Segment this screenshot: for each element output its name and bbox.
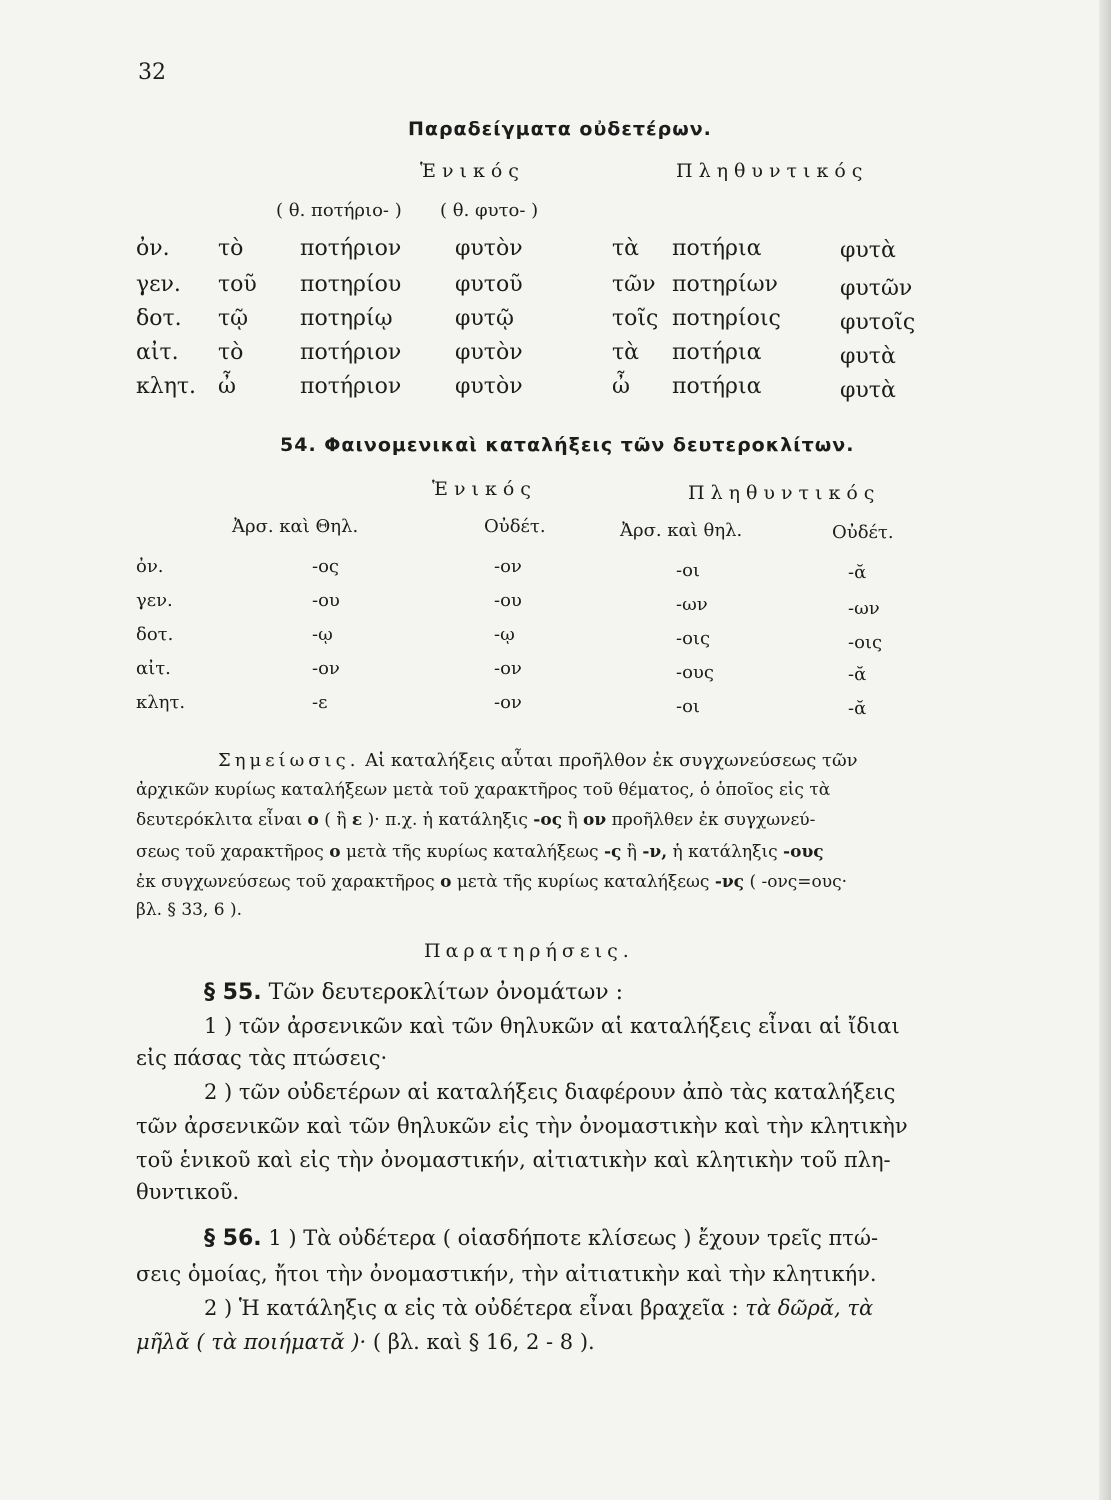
singular-header: Ἑνικός [420,160,525,182]
page-edge [1099,0,1111,1500]
note-text: ἐκ συγχωνεύσεως τοῦ χαρακτῆρος [136,872,435,892]
note-text: )· π.χ. ἡ κατάληξις [367,810,528,830]
note-symbol: -ν, [642,842,668,862]
case-label: γεν. [136,272,181,297]
word-sg-2: φυτὸν [455,236,523,261]
paragraph-text: εἰς πάσας τὰς πτώσεις· [136,1046,388,1070]
word-sg-1: ποτηρίῳ [300,306,393,331]
article-pl: τοῖς [612,306,659,331]
word-pl-1: ποτηρίοις [672,306,781,331]
ending-mf-sg: -ον [312,658,340,679]
case-label: ὀν. [136,556,164,577]
word-sg-1: ποτήριον [300,374,402,399]
note-text: ἢ [567,810,578,830]
ending-mf-sg: -ος [312,556,339,577]
example-text: μῆλᾰ ( τὰ ποιήματᾰ )· [136,1330,367,1354]
ending-mf-pl: -οι [676,696,700,717]
word-sg-2: φυτὸν [455,374,523,399]
col-header-n-pl: Οὐδέτ. [832,522,894,543]
case-label: ὀν. [136,236,170,261]
theme-label-1: ( θ. ποτήριο- ) [276,200,402,221]
ending-n-sg: -ον [494,692,522,713]
word-sg-1: ποτήριον [300,340,402,365]
note-text: μετὰ τῆς κυρίως καταλήξεως [345,842,599,862]
singular-header: Ἑνικός [432,478,537,500]
theme-label-2: ( θ. φυτο- ) [440,200,539,221]
article-sg: τὸ [218,236,244,261]
ending-mf-pl: -ων [676,594,708,615]
ending-n-pl: -ᾰ [848,664,867,685]
article-sg: ὦ [218,374,236,399]
word-sg-2: φυτοῦ [455,272,523,297]
ending-mf-pl: -ους [676,662,714,683]
note-symbol: -ος [533,810,563,830]
ending-n-sg: -ον [494,556,522,577]
note-symbol: ον [583,810,607,830]
paragraph-text: τοῦ ἑνικοῦ καὶ εἰς τὴν ὀνομαστικήν, αἰτιατικὴν καὶ κλητικὴν τοῦ πλη- [136,1148,891,1172]
paragraph-text: 2 ) τῶν οὐδετέρων αἱ καταλήξεις διαφέρουν ἀπὸ τὰς καταλήξεις [204,1080,896,1104]
ending-n-sg: -ον [494,658,522,679]
word-pl-2: φυτοῖς [840,310,916,335]
note-text: δευτερόκλιτα εἶναι [136,810,303,830]
article-sg: τῷ [218,306,249,331]
word-sg-2: φυτῷ [455,306,514,331]
word-pl-1: ποτήρια [672,236,762,261]
word-sg-2: φυτὸν [455,340,523,365]
plural-header: Πληθυντικός [676,160,869,182]
ending-mf-sg: -ῳ [312,624,333,645]
note-symbol: -ους [783,842,824,862]
note-text: ἢ [626,842,637,862]
note-symbol: -νς [714,872,745,892]
paragraph-text: ( βλ. καὶ § 16, 2 - 8 ). [372,1330,595,1354]
example-text: τὰ δῶρᾰ, τὰ [745,1296,874,1320]
article-sg: τοῦ [218,272,257,297]
observations-title: Παρατηρήσεις. [424,940,634,962]
endings-title: 54. Φαινομενικαὶ καταλήξεις τῶν δευτεροκλίτων. [280,434,855,456]
article-pl: τὰ [612,236,640,261]
ending-n-pl: -ᾰ [848,698,867,719]
paragraph-text: 2 ) Ἡ κατάληξις α εἰς τὰ οὐδέτερα εἶναι βραχεῖα : [204,1296,739,1320]
note-symbol: ε [351,810,363,830]
note-text: προῆλθεν ἐκ συγχωνεύ- [611,810,816,830]
paragraph-text: θυντικοῦ. [136,1180,240,1204]
case-label: δοτ. [136,624,174,645]
col-header-n-sg: Οὐδέτ. [484,516,546,537]
ending-mf-sg: -ου [312,590,340,611]
article-pl: τὰ [612,340,640,365]
note-text: μετὰ τῆς κυρίως καταλήξεως [456,872,710,892]
word-sg-1: ποτηρίου [300,272,402,297]
article-sg: τὸ [218,340,244,365]
article-pl: τῶν [612,272,656,297]
ending-mf-sg: -ε [312,692,328,713]
paragraph-text: τῶν ἀρσενικῶν καὶ τῶν θηλυκῶν εἰς τὴν ὀνομαστικὴν καὶ τὴν κλητικὴν [136,1114,908,1138]
note-symbol: -ς [603,842,622,862]
ending-n-pl: -ων [848,598,880,619]
note-text: βλ. § 33, 6 ). [136,900,243,920]
word-pl-1: ποτήρια [672,374,762,399]
article-pl: ὦ [612,374,630,399]
section-number: § 55. [204,980,262,1005]
note-text: ( ἢ [324,810,347,830]
note-symbol: ο [329,842,341,862]
note-symbol: ο [307,810,319,830]
word-pl-1: ποτηρίων [672,272,778,297]
plural-header: Πληθυντικός [688,482,881,504]
case-label: δοτ. [136,306,182,331]
section-number: § 56. [204,1226,262,1251]
case-label: κλητ. [136,692,186,713]
word-pl-1: ποτήρια [672,340,762,365]
case-label: κλητ. [136,374,197,399]
col-header-mf-pl: Ἀρσ. καὶ θηλ. [620,520,743,541]
case-label: αἰτ. [136,658,171,679]
page-number: 32 [138,60,166,85]
ending-n-pl: -ᾰ [848,562,867,583]
paragraph-text: σεις ὁμοίας, ἤτοι τὴν ὀνομαστικήν, τὴν αἰτιατικὴν καὶ τὴν κλητικήν. [136,1262,877,1286]
note-text: ( -ονς=ους· [749,872,848,892]
ending-n-sg: -ῳ [494,624,515,645]
note-text: ἀρχικῶν κυρίως καταλήξεων μετὰ τοῦ χαρακτῆρος τοῦ θέματος, ὁ ὁποῖος εἰς τὰ [136,780,831,800]
note-text: ἡ κατάληξις [672,842,778,862]
note-symbol: ο [440,872,452,892]
word-pl-2: φυτὰ [840,238,896,263]
case-label: γεν. [136,590,173,611]
word-pl-2: φυτὰ [840,378,896,403]
word-pl-2: φυτῶν [840,276,913,301]
paragraph-text: 1 ) Τὰ οὐδέτερα ( οἱασδήποτε κλίσεως ) ἔχουν τρεῖς πτώ- [268,1226,879,1250]
paragraph-text: Τῶν δευτεροκλίτων ὀνομάτων : [268,980,624,1005]
note-text: σεως τοῦ χαρακτῆρος [136,842,324,862]
ending-n-sg: -ου [494,590,522,611]
word-sg-1: ποτήριον [300,236,402,261]
case-label: αἰτ. [136,340,179,365]
col-header-mf-sg: Ἀρσ. καὶ Θηλ. [232,516,359,537]
note-label: Σημείωσις. [218,750,360,771]
ending-mf-pl: -οι [676,560,700,581]
word-pl-2: φυτὰ [840,344,896,369]
paragraph-text: 1 ) τῶν ἀρσενικῶν καὶ τῶν θηλυκῶν αἱ καταλήξεις εἶναι αἱ ἴδιαι [204,1014,900,1038]
note-text: Αἱ καταλήξεις αὗται προῆλθον ἐκ συγχωνεύσεως τῶν [365,750,858,771]
ending-mf-pl: -οις [676,628,711,649]
examples-title: Παραδείγματα οὐδετέρων. [408,118,712,140]
ending-n-pl: -οις [848,632,883,653]
